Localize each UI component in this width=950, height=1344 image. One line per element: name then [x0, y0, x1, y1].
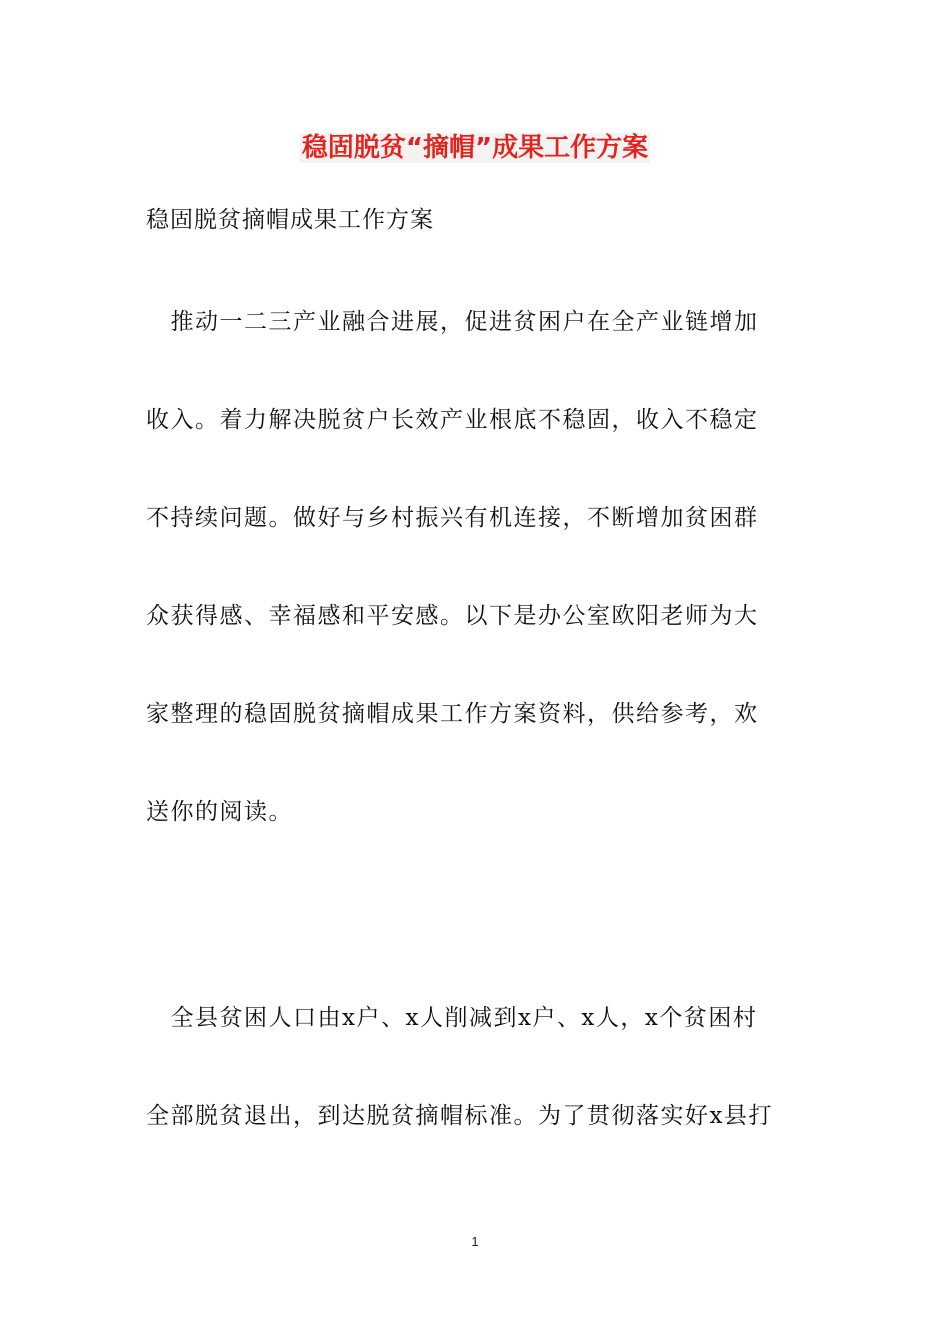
paragraph-line: 全部脱贫退出，到达脱贫摘帽标准。为了贯彻落实好x县打 [146, 1103, 773, 1129]
paragraph-line: 推动一二三产业融合进展，促进贫困户在全产业链增加 [146, 309, 759, 335]
paragraph-line: 全县贫困人口由x户、x人削减到x户、x人，x个贫困村 [146, 1005, 758, 1031]
document-title [0, 130, 950, 166]
document-title-text: 稳固脱贫“摘帽”成果工作方案 [301, 133, 649, 163]
paragraph-line: 不持续问题。做好与乡村振兴有机连接，不断增加贫困群 [146, 505, 759, 531]
paragraph-intro [146, 302, 814, 890]
paragraph-line: 送你的阅读。 [146, 799, 293, 825]
page-number: 1 [471, 1234, 479, 1249]
paragraph-line: 收入。着力解决脱贫户长效产业根底不稳固，收入不稳定 [146, 407, 759, 433]
document-subtitle: 稳固脱贫摘帽成果工作方案 [146, 207, 434, 233]
paragraph-line: 家整理的稳固脱贫摘帽成果工作方案资料，供给参考，欢 [146, 701, 759, 727]
paragraph-body [146, 998, 814, 1194]
paragraph-line: 众获得感、幸福感和平安感。以下是办公室欧阳老师为大 [146, 603, 759, 629]
